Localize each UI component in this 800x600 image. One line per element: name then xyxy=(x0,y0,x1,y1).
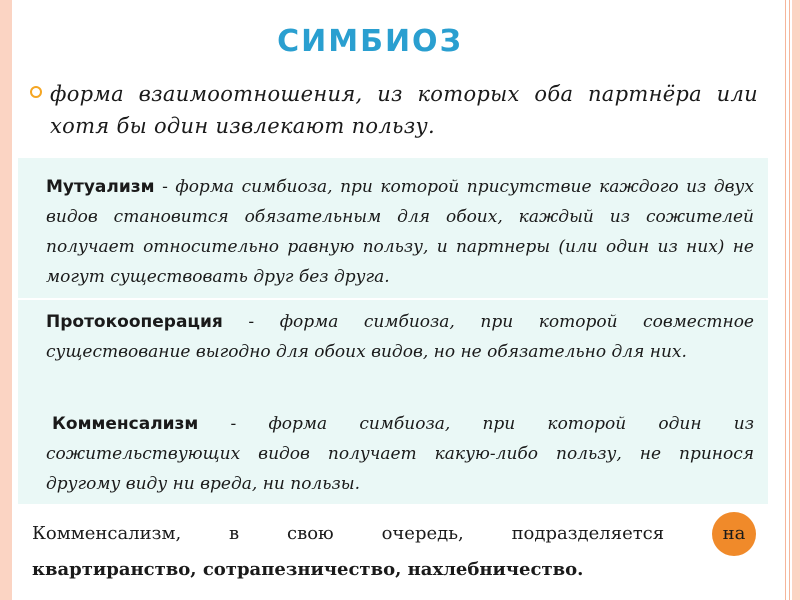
mutualism-description: форма симбиоза, при которой присутствие каждого из двух видов становится обязательным для обоих, каждый из сожителей получает относительно равную пользу, и партнеры (или один из них) не могут существовать друг без друга. xyxy=(46,177,754,287)
footer-word: Комменсализм, xyxy=(32,523,182,544)
term-separator: - xyxy=(222,312,280,332)
commensalism-description: форма симбиоза, при которой один из сожительствующих видов получает какую-либо пользу, не принося другому виду ни вреда, ни пользы. xyxy=(46,414,754,494)
mutualism-box xyxy=(18,158,768,298)
protocooperation-box xyxy=(18,300,768,400)
footer-word: подразделяется xyxy=(511,523,665,544)
commensalism-box xyxy=(18,400,768,504)
protocooperation-description: форма симбиоза, при которой совместное существование выгодно для обоих видов, но не обязательно для них. xyxy=(46,312,754,362)
mutualism-term: Мутуализм xyxy=(46,177,155,197)
footer-word: очередь, xyxy=(381,523,464,544)
right-decorative-line xyxy=(785,0,786,600)
slide-title: СИМБИОЗ xyxy=(277,24,463,59)
footer-word: свою xyxy=(287,523,334,544)
commensalism-subdivision xyxy=(32,520,750,584)
highlighted-word-na: на xyxy=(712,512,756,556)
term-separator: - xyxy=(154,177,176,197)
commensalism-term: Комменсализм xyxy=(52,414,199,434)
right-decorative-line xyxy=(789,0,790,600)
footer-line xyxy=(32,520,750,556)
symbiosis-definition: форма взаимоотношения, из которых оба партнёра или хотя бы один извлекают пользу. xyxy=(50,82,758,138)
footer-word: в xyxy=(229,523,240,544)
left-decorative-bar xyxy=(0,0,12,600)
term-separator: - xyxy=(198,414,269,434)
protocooperation-term: Протокооперация xyxy=(46,312,223,332)
subdivision-types: квартиранство, сотрапезничество, нахлебничество. xyxy=(32,559,584,580)
bullet-icon xyxy=(30,86,42,98)
right-decorative-bar xyxy=(792,0,800,600)
